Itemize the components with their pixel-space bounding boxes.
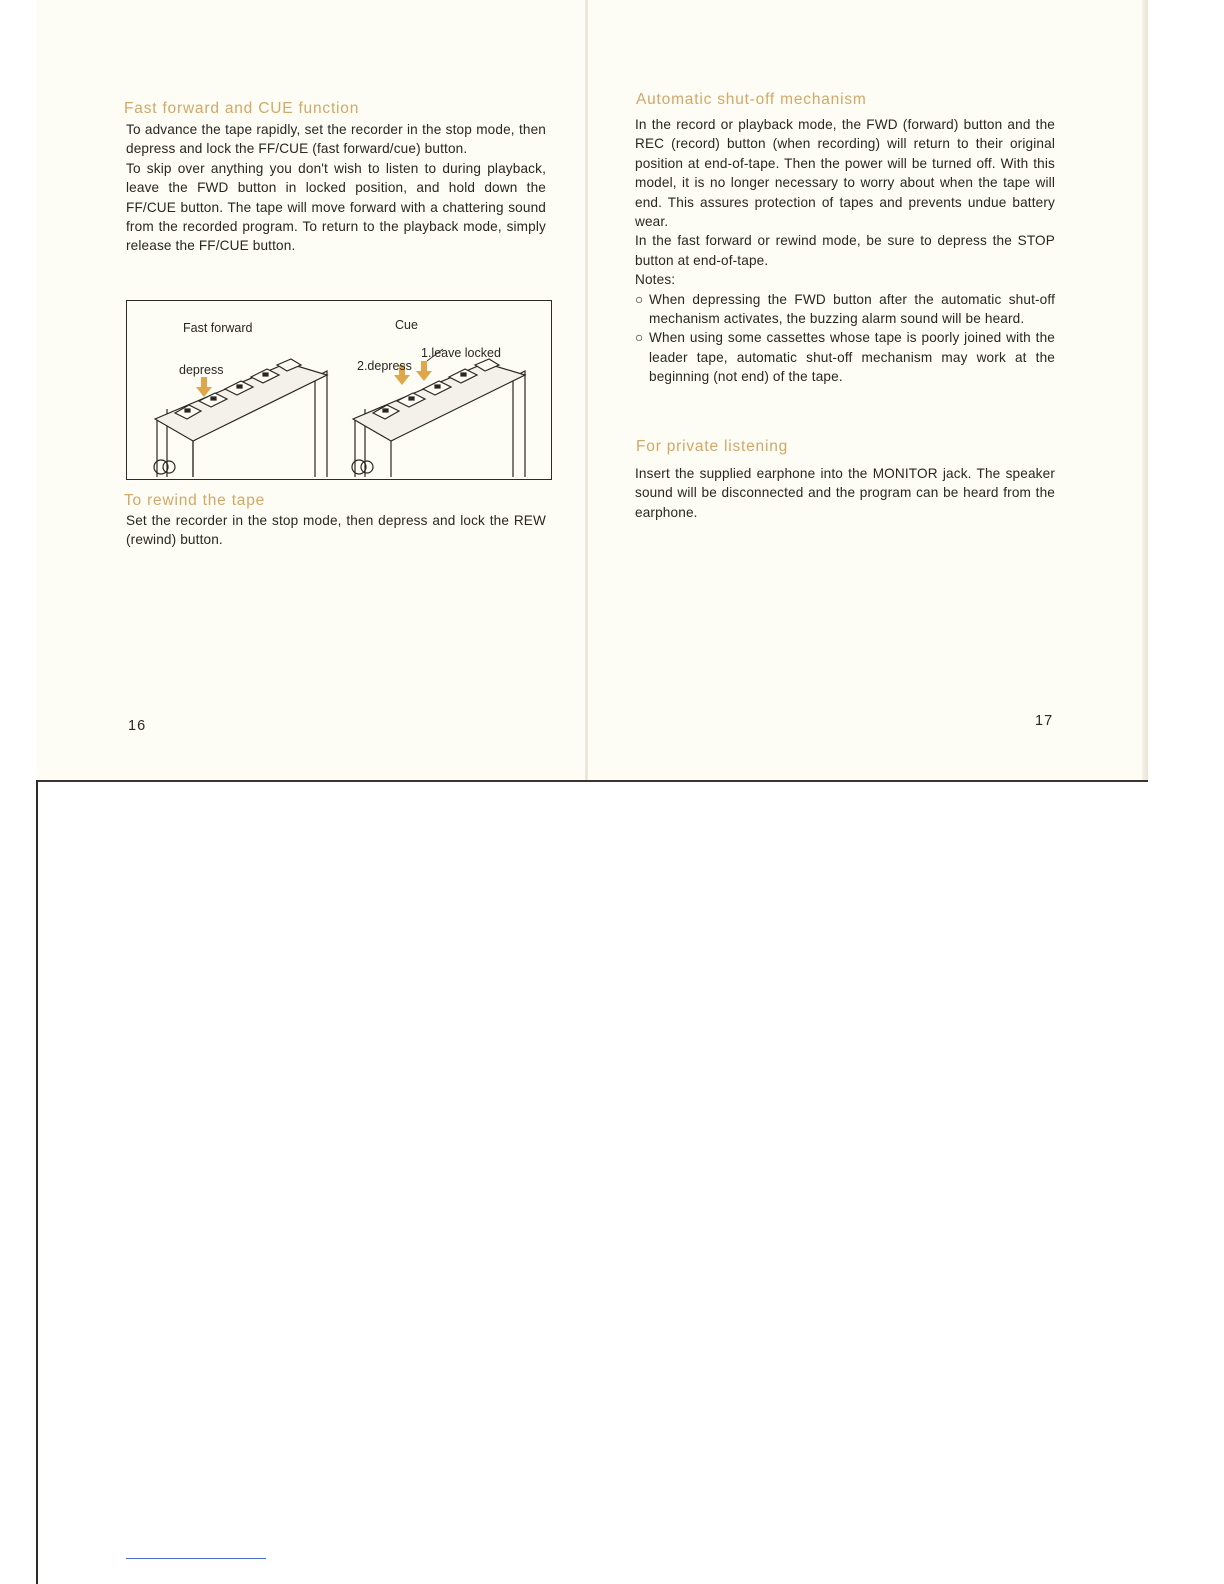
fast-forward-cue-illustration	[126, 300, 552, 480]
fast-forward-para-2: To skip over anything you don't wish to listen to during playback, leave the FWD button in locked position, and hold down the FF/CUE button. The tape will move forward with a chattering sound from the recorded program. To return to the playback mode, simply release the FF/CUE button.	[126, 160, 546, 254]
heading-private-listening: For private listening	[636, 438, 789, 455]
circle-bullet-icon: ○	[635, 291, 644, 307]
rewind-text	[126, 511, 546, 550]
page-edge	[1142, 0, 1148, 780]
fast-forward-para-1: To advance the tape rapidly, set the recorder in the stop mode, then depress and lock the FF/CUE (fast forward/cue) button.	[126, 122, 546, 157]
page-17	[587, 0, 1148, 780]
fast-forward-caption: Fast forward	[183, 321, 253, 335]
lock-arrow-icon	[416, 361, 432, 381]
heading-rewind: To rewind the tape	[124, 492, 266, 509]
bottom-rule	[126, 1558, 266, 1559]
booklet-spread	[36, 0, 1148, 782]
note-text: When depressing the FWD button after the automatic shut-off mechanism activates, the buzzing alarm sound will be heard.	[649, 291, 1055, 327]
depress-arrow-icon	[196, 377, 212, 397]
cue-caption: Cue	[395, 318, 418, 332]
cue-depress-label: 2.depress	[357, 359, 412, 373]
note-item	[635, 290, 1055, 329]
auto-shutoff-para-1: In the record or playback mode, the FWD (forward) button and the REC (record) button (when recording) will return to their original position at end-of-tape. Then the power will be turned off. With this model, it is no longer necessary to worry about when the tape will end. This assures protection of tapes and prevents undue battery wear.	[635, 117, 1055, 230]
heading-auto-shutoff: Automatic shut-off mechanism	[636, 91, 867, 108]
circle-bullet-icon: ○	[635, 330, 644, 346]
auto-shutoff-text	[635, 115, 1055, 387]
notes-label: Notes:	[635, 272, 676, 288]
private-listening-para-1: Insert the supplied earphone into the MONITOR jack. The speaker sound will be disconnected and the program can be heard from the earphone.	[635, 466, 1055, 520]
note-text: When using some cassettes whose tape is poorly joined with the leader tape, automatic shut-off mechanism may work at the beginning (not end) of the tape.	[649, 330, 1055, 385]
scan-edge-line	[36, 780, 38, 1584]
auto-shutoff-para-2: In the fast forward or rewind mode, be sure to depress the STOP button at end-of-tape.	[635, 233, 1055, 268]
rewind-para-1: Set the recorder in the stop mode, then depress and lock the REW (rewind) button.	[126, 513, 546, 548]
fast-forward-text	[126, 120, 546, 256]
private-listening-text	[635, 464, 1055, 522]
page-number-17: 17	[1035, 713, 1054, 729]
note-item	[635, 328, 1055, 386]
page-number-16: 16	[128, 718, 147, 734]
page-16	[36, 0, 587, 780]
heading-fast-forward-cue: Fast forward and CUE function	[124, 100, 360, 117]
cue-leave-locked-label: 1.leave locked	[421, 346, 501, 360]
fast-forward-depress-label: depress	[179, 363, 224, 377]
